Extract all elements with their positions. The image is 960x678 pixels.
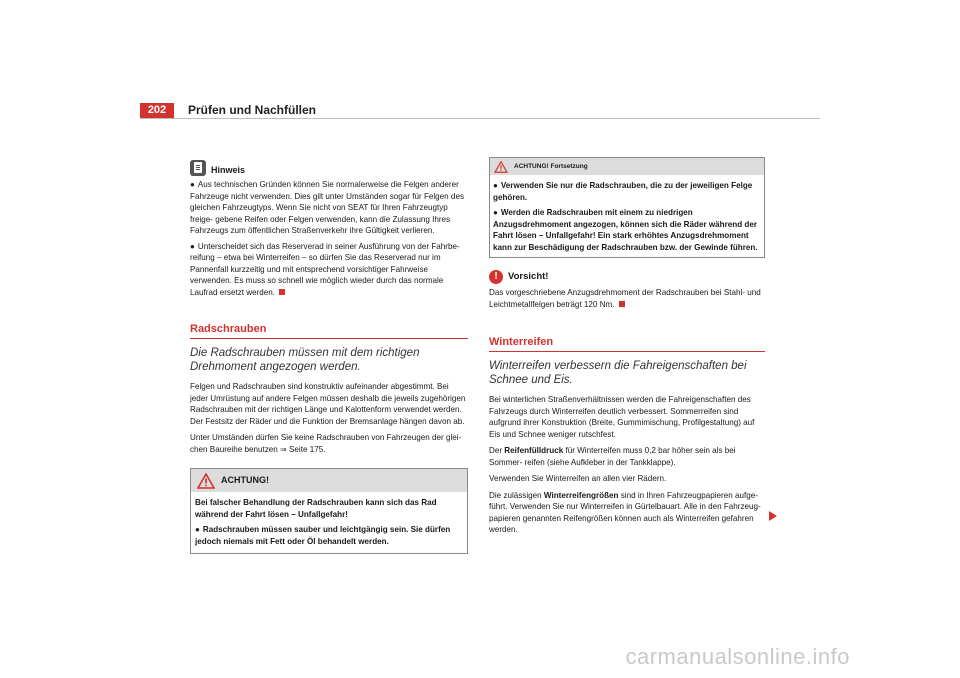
paragraph: Bei winterlichen Straßenverhältnissen werden die Fahreigenschaften des Fahrzeugs durch Winterreifen deutlich verbessert. Sommerreifen sind aufgrund ihrer Konstruktion (Breite, Gummimischung, Profilgestaltung) auf Eis und Schnee weniger rutschfest. bbox=[489, 395, 755, 439]
section-end-icon bbox=[279, 289, 285, 295]
achtung-continued-box bbox=[489, 157, 765, 258]
warning-triangle-icon bbox=[197, 473, 215, 489]
next-page-arrow-icon bbox=[769, 511, 777, 521]
bullet-icon: ● bbox=[190, 241, 195, 251]
section-end-icon bbox=[619, 301, 625, 307]
watermark: carmanualsonline.info bbox=[625, 644, 850, 669]
header-rule bbox=[140, 118, 820, 119]
paragraph: Verwenden Sie Winterreifen an allen vier Rädern. bbox=[489, 474, 667, 483]
vorsicht-title: Vorsicht! bbox=[508, 271, 549, 283]
right-column bbox=[489, 157, 765, 541]
achtung-continued-header bbox=[490, 158, 764, 175]
section-subtitle: Die Radschrauben müssen mit dem richtigen Drehmoment angezogen werden. bbox=[190, 347, 420, 373]
warning-triangle-icon bbox=[494, 161, 508, 173]
paragraph: Unter Umständen dürfen Sie keine Radschrauben von Fahrzeugen der glei- chen Baureihe benutzen ⇒ Seite 175. bbox=[190, 433, 462, 454]
section-rule bbox=[489, 351, 765, 352]
hinweis-item: ● Aus technischen Gründen können Sie normalerweise die Felgen anderer Fahrzeuge nicht verwenden. Dies gilt unter Umständen sogar für Felgen des gleichen Fahrzeugtyps. Wenn Sie nicht von SEAT für Ihren Fahrzeugtyp freige- gebene Reifen oder Felgen verwenden, kann die Zulassung Ihres Fahrzeugs zum öffentlichen Straßenverkehr ihre Gültigkeit verlieren. bbox=[190, 180, 464, 235]
section-radschrauben bbox=[190, 322, 468, 455]
achtung-continued-title: ACHTUNG! Fortsetzung bbox=[514, 162, 588, 170]
achtung-box bbox=[190, 468, 468, 554]
section-title: Winterreifen bbox=[489, 336, 554, 348]
section-subtitle: Winterreifen verbessern die Fahreigenschaften bei Schnee und Eis. bbox=[489, 360, 747, 386]
note-icon bbox=[190, 160, 206, 176]
achtung-bullet: ● Verwenden Sie nur die Radschrauben, die zu der jeweiligen Felge gehören. bbox=[493, 181, 753, 202]
left-column bbox=[190, 160, 468, 554]
vorsicht-text: Das vorgeschriebene Anzugsdrehmoment der Radschrauben bei Stahl- und Leichtmetallfelgen beträgt 120 Nm. bbox=[489, 288, 761, 309]
achtung-title: ACHTUNG! bbox=[221, 474, 269, 485]
paragraph: Felgen und Radschrauben sind konstruktiv aufeinander abgestimmt. Bei jeder Umrüstung auf andere Felgen müssen deshalb die jeweils zugehörigen Radschrauben mit der richtigen Länge und Kalottenform verwendet werden. Der Festsitz der Räder und die Funktion der Bremsanlage hängen davon ab. bbox=[190, 382, 466, 426]
section-title: Radschrauben bbox=[190, 323, 267, 335]
paragraph: Der Reifenfülldruck für Winterreifen muss 0,2 bar höher sein als bei Sommer- reifen (siehe Aufkleber in der Tankklappe). bbox=[489, 446, 736, 467]
achtung-text: Bei falscher Behandlung der Radschrauben kann sich das Rad während der Fahrt lösen – Unfallgefahr! bbox=[195, 498, 437, 519]
bullet-icon: ● bbox=[190, 180, 195, 189]
achtung-bullet: ● Werden die Radschrauben mit einem zu niedrigen Anzugsdrehmoment angezogen, können sich die Räder während der Fahrt lösen – Unfallgefahr! Ein stark erhöhtes Anzugsdrehmoment kann zur Beschädigung der Radschrauben bzw. der Gewinde führen. bbox=[493, 208, 758, 252]
bullet-icon: ● bbox=[195, 525, 200, 534]
bullet-icon: ● bbox=[493, 181, 498, 190]
page-title: Prüfen und Nachfüllen bbox=[188, 103, 317, 117]
hinweis-note bbox=[190, 160, 468, 298]
hinweis-item: ● Unterscheidet sich das Reserverad in seiner Ausführung von der Fahrbe- reifung – etwa bei Winterreifen – so dürfen Sie das Reserverad nur im Pannenfall kurzzeitig und mit entsprechend vorsichtiger Fahrweise verwenden. Es muss so schnell wie möglich wieder durch das normale Laufrad ersetzt werden. bbox=[190, 241, 460, 297]
exclamation-icon: ! bbox=[489, 270, 503, 284]
page-number: 202 bbox=[140, 103, 174, 118]
hinweis-title: Hinweis bbox=[211, 164, 246, 175]
vorsicht-note bbox=[489, 270, 765, 310]
bullet-icon: ● bbox=[493, 208, 498, 217]
section-rule bbox=[190, 338, 468, 339]
achtung-header bbox=[191, 469, 467, 492]
section-winterreifen bbox=[489, 335, 765, 536]
achtung-bullet: ● Radschrauben müssen sauber und leichtgängig sein. Sie dürfen jedoch niemals mit Fett oder Öl behandelt werden. bbox=[195, 525, 451, 546]
paragraph: Die zulässigen Winterreifengrößen sind in Ihren Fahrzeugpapieren aufge- führt. Verwenden Sie nur Winterreifen in Gürtelbauart. Alle in den Fahrzeug- papieren genannten Reifengrößen können auch als Winterreifen gefahren werden. bbox=[489, 490, 761, 534]
